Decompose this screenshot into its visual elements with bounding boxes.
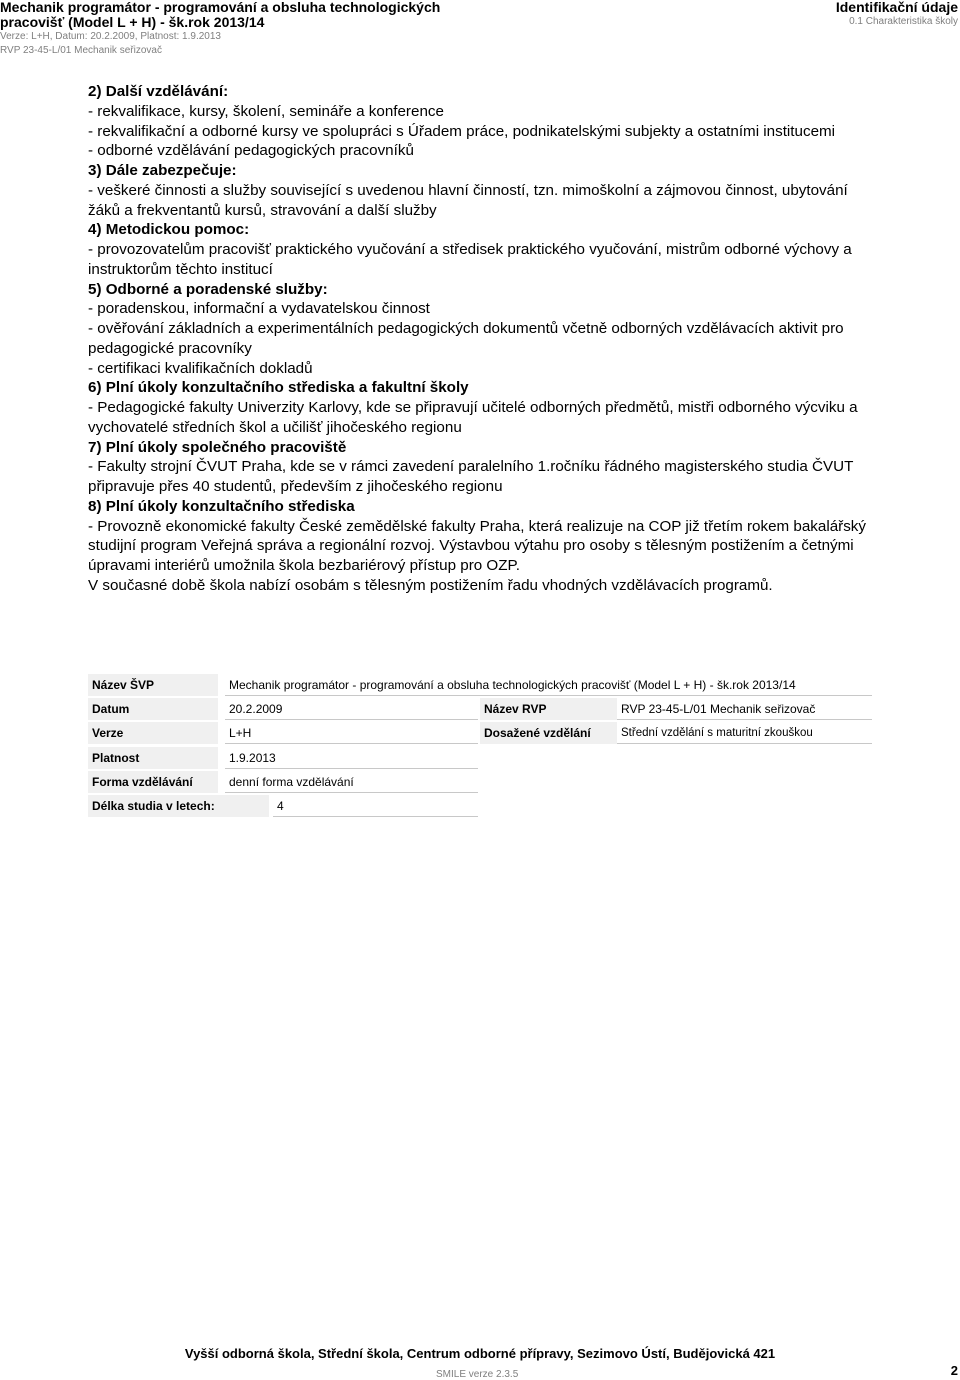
label-study-length: Délka studia v letech:	[88, 795, 269, 817]
value-date: 20.2.2009	[225, 698, 478, 720]
heading-faculty-school: 6) Plní úkoly konzultačního střediska a fakultní školy	[88, 379, 469, 397]
paragraph: - rekvalifikační a odborné kursy ve spolupráci s Úřadem práce, podnikatelskými subjekty a ostatními institucemi	[88, 122, 836, 140]
value-validity: 1.9.2013	[225, 747, 478, 769]
identification-table	[88, 674, 878, 822]
value-svp-name: Mechanik programátor - programování a obsluha technologických pracovišť (Model L + H) - šk.rok 2013/14	[225, 674, 872, 696]
label-education-level: Dosažené vzdělání	[480, 722, 617, 744]
heading-further-education: 2) Další vzdělávání:	[88, 83, 229, 100]
paragraph: - Pedagogické fakulty Univerzity Karlovy, kde se připravují učitelé odborných předmětů, mistři odborného výcviku a vychovatelé středních škol a učilišť jihočeského regionu	[88, 399, 858, 436]
paragraph: - certifikaci kvalifikačních dokladů	[88, 359, 313, 377]
label-date: Datum	[88, 698, 218, 720]
label-validity: Platnost	[88, 747, 218, 769]
label-rvp-name: Název RVP	[480, 698, 617, 720]
subsection-title: 0.1 Charakteristika školy	[849, 16, 958, 27]
rvp-info: RVP 23-45-L/01 Mechanik seřizovač	[0, 45, 162, 56]
label-study-form: Forma vzdělávání	[88, 771, 218, 793]
version-info: Verze: L+H, Datum: 20.2.2009, Platnost: 1.9.2013	[0, 31, 221, 42]
body-text	[88, 82, 878, 596]
footer-school-name: Vyšší odborná škola, Střední škola, Centrum odborné přípravy, Sezimovo Ústí, Budějovická 421	[184, 1346, 776, 1361]
section-title: Identifikační údaje	[835, 0, 958, 15]
paragraph: - veškeré činnosti a služby související s uvedenou hlavní činností, tzn. mimoškolní a zájmovou činnost, ubytování žáků a frekventantů kursů, stravování a další služby	[88, 181, 848, 219]
label-svp-name: Název ŠVP	[88, 674, 218, 696]
value-study-form: denní forma vzdělávání	[225, 771, 478, 793]
paragraph: - rekvalifikace, kursy, školení, semináře a konference	[88, 102, 444, 120]
value-version: L+H	[225, 722, 478, 744]
paragraph: - ověřování základních a experimentálních pedagogických dokumentů včetně odborných vzdělávacích aktivit pro pedagogické pracovníky	[88, 320, 844, 357]
heading-consultation-centre: 8) Plní úkoly konzultačního střediska	[88, 497, 355, 515]
section-header	[836, 0, 958, 29]
paragraph: - poradenskou, informační a vydavatelskou činnost	[88, 300, 430, 318]
label-version: Verze	[88, 722, 218, 744]
paragraph: - Fakulty strojní ČVUT Praha, kde se v rámci zavedení paralelního 1.ročníku řádného magisterského studia ČVUT připravuje přes 40 studentů, především z jihočeského regionu	[88, 458, 854, 495]
value-education-level: Střední vzdělání s maturitní zkouškou	[617, 722, 872, 744]
page-number: 2	[950, 1363, 958, 1378]
value-study-length: 4	[273, 795, 478, 817]
paragraph: V současné době škola nabízí osobám s tělesným postižením řadu vhodných vzdělávacích programů.	[88, 576, 773, 594]
paragraph: - provozovatelům pracovišť praktického vyučování a středisek praktického vyučování, mistrům odborné výchovy a instruktorům těchto institucí	[88, 241, 852, 278]
page-header	[0, 0, 960, 60]
heading-joint-workplace: 7) Plní úkoly společného pracoviště	[88, 438, 347, 456]
footer-software-version: SMILE verze 2.3.5	[436, 1369, 519, 1380]
document-title: Mechanik programátor - programování a obsluha technologických pracovišť (Model L + H) - šk.rok 2013/14	[0, 0, 441, 30]
value-rvp-name: RVP 23-45-L/01 Mechanik seřizovač	[617, 698, 872, 720]
heading-counselling: 5) Odborné a poradenské služby:	[88, 280, 328, 298]
heading-methodical-help: 4) Metodickou pomoc:	[88, 221, 250, 239]
paragraph: - odborné vzdělávání pedagogických pracovníků	[88, 142, 414, 160]
paragraph: - Provozně ekonomické fakulty České zemědělské fakulty Praha, která realizuje na COP již třetím rokem bakalářský studijní program Veřejná správa a regionální rozvoj. Výstavbou výtahu pro osoby s tělesným postižením a četnými úpravami interiérů umožnila škola bezbariérový přístup pro OZP.	[88, 517, 866, 574]
heading-provides: 3) Dále zabezpečuje:	[88, 162, 237, 179]
